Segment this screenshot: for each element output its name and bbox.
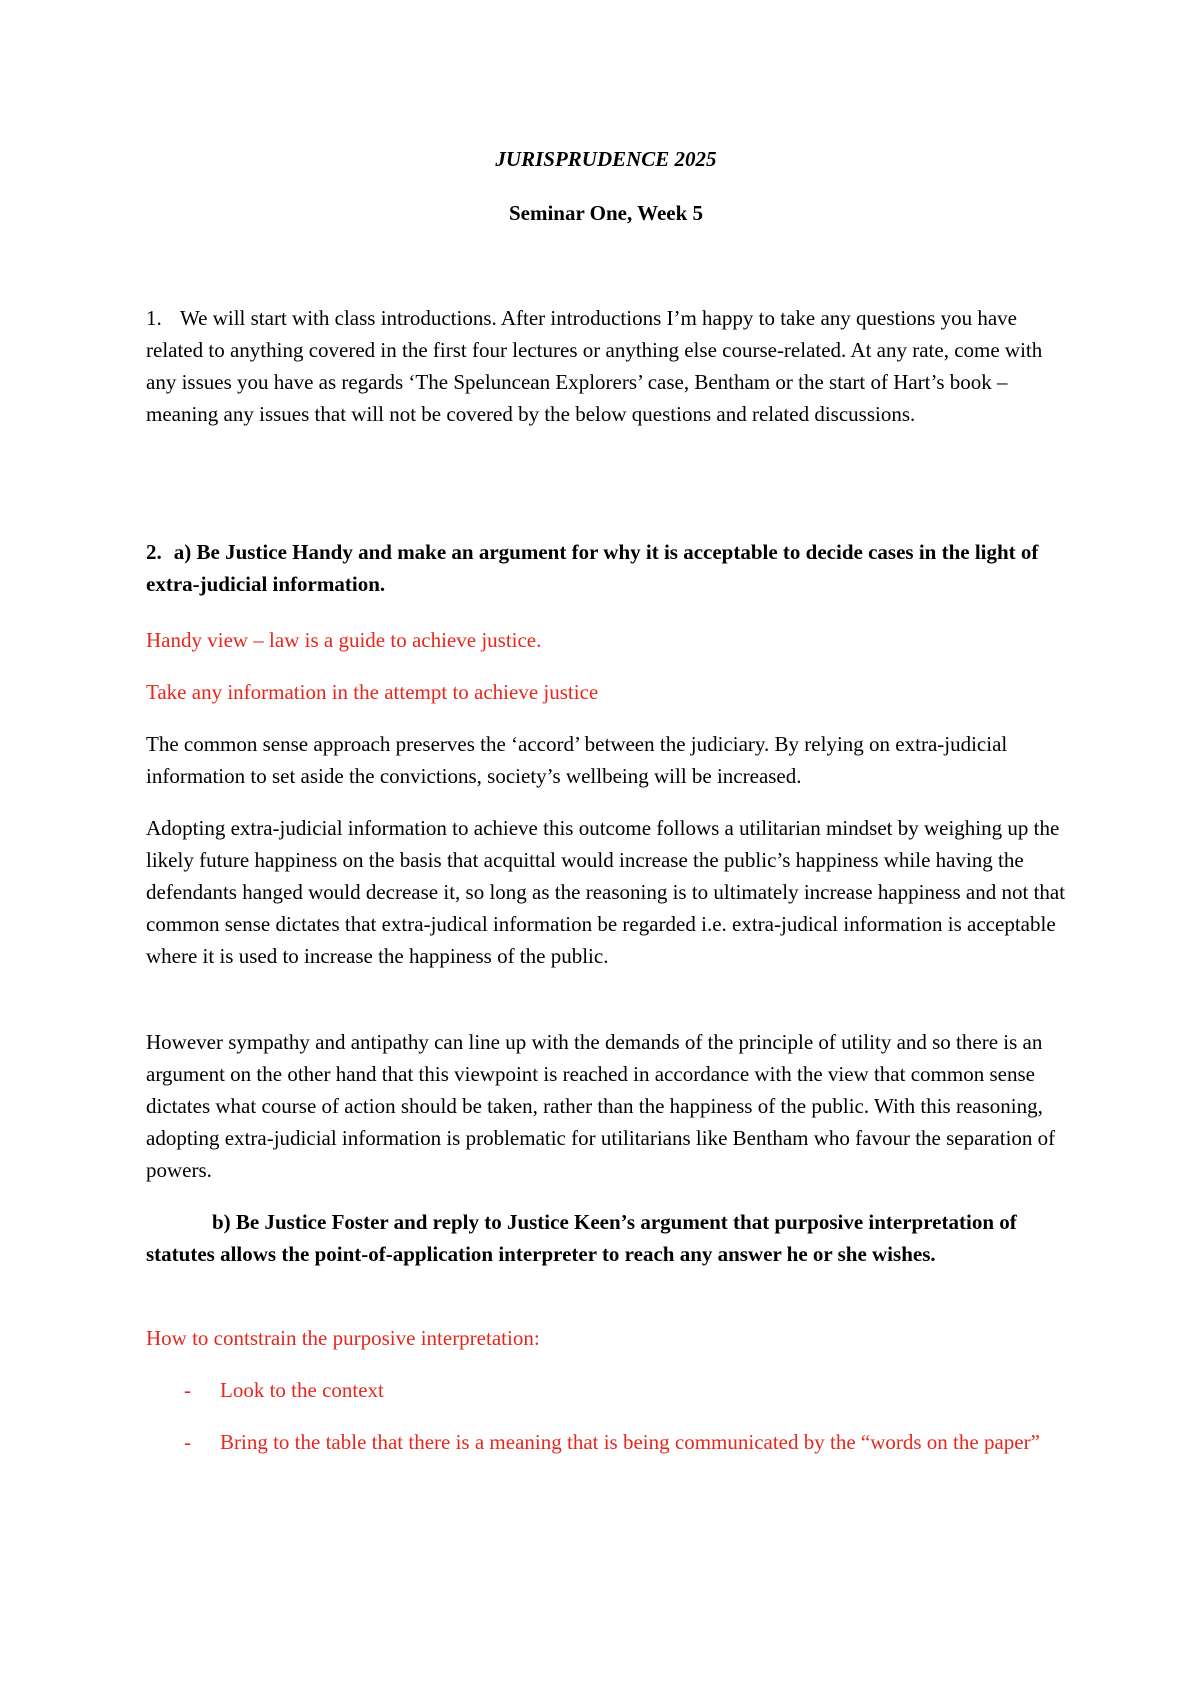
question-2b-text: b) Be Justice Foster and reply to Justice Keen’s argument that purposive interpretation of statutes allows the point-of-application interpreter to reach any answer he or she wishes.: [146, 1210, 1017, 1266]
answer-2a-however: However sympathy and antipathy can line up with the demands of the principle of utility and so there is an argument on the other hand that this viewpoint is reached in accordance with the view that common sense dictates what course of action should be taken, rather than the happiness of the public. With this reasoning, adopting extra-judicial information is problematic for utilitarians like Bentham who favour the separation of powers.: [146, 1030, 1056, 1182]
bullet-text: Bring to the table that there is a meaning that is being communicated by the “words on the paper”: [220, 1430, 1040, 1454]
question-2-number: 2.: [146, 540, 162, 564]
answer-2b-intro: How to contstrain the purposive interpretation:: [146, 1326, 540, 1350]
bullet-dash: -: [184, 1430, 191, 1454]
question-2b: [146, 1206, 1066, 1270]
question-2a: [146, 536, 1066, 600]
answer-2a-take-any: Take any information in the attempt to achieve justice: [146, 680, 599, 704]
document-title: JURISPRUDENCE 2025: [495, 147, 717, 171]
bullet-dash: -: [184, 1378, 191, 1402]
question-1-text: We will start with class introductions. After introductions I’m happy to take any questions you have related to anything covered in the first four lectures or anything else course-related. At any rate, come with any issues you have as regards ‘The Speluncean Explorers’ case, Bentham or the start of Hart’s book – meaning any issues that will not be covered by the below questions and related discussions.: [146, 306, 1043, 426]
question-1: [146, 302, 1066, 430]
question-1-number: 1.: [146, 306, 162, 330]
answer-2a-handy-view: Handy view – law is a guide to achieve justice.: [146, 628, 542, 652]
question-2a-text: a) Be Justice Handy and make an argument for why it is acceptable to decide cases in the light of extra-judicial information.: [146, 540, 1039, 596]
list-item: [184, 1374, 1066, 1406]
list-item: [184, 1426, 1066, 1458]
bullet-text: Look to the context: [220, 1378, 384, 1402]
answer-2a-adopting: Adopting extra-judicial information to achieve this outcome follows a utilitarian mindset by weighing up the likely future happiness on the basis that acquittal would increase the public’s happiness while having the defendants hanged would decrease it, so long as the reasoning is to ultimately increase happiness and not that common sense dictates that extra-judical information be regarded i.e. extra-judical information is acceptable where it is used to increase the happiness of the public.: [146, 816, 1066, 968]
answer-2a-common-sense: The common sense approach preserves the ‘accord’ between the judiciary. By relying on extra-judicial information to set aside the convictions, society’s wellbeing will be increased.: [146, 732, 1008, 788]
document-subtitle: Seminar One, Week 5: [508, 201, 704, 225]
